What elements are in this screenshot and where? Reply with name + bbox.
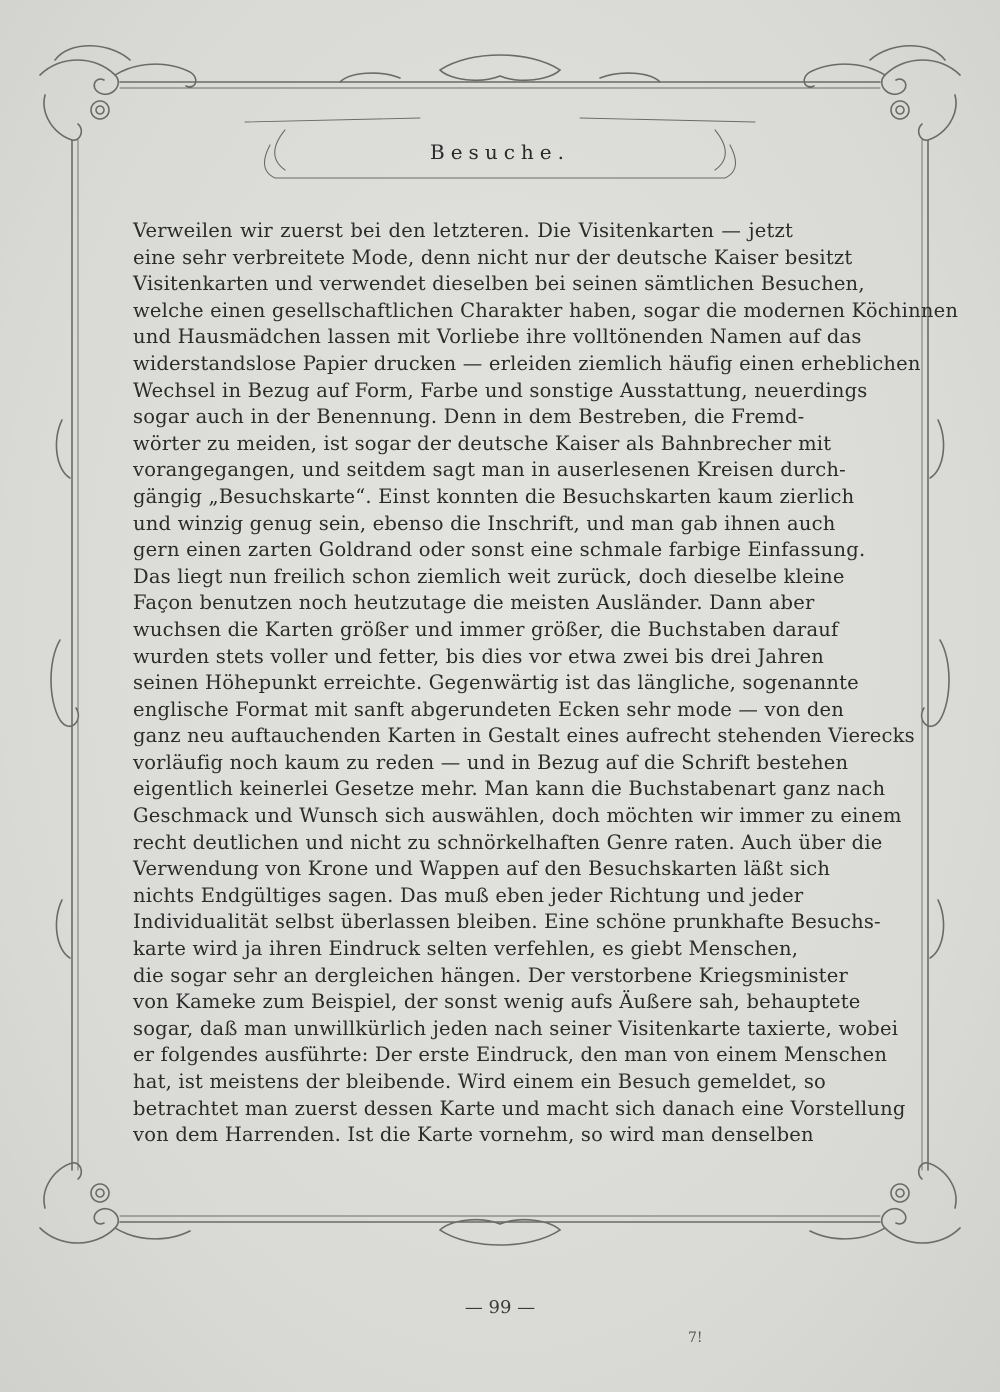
text-line: wuchsen die Karten größer und immer größer, die Buchstaben darauf xyxy=(133,617,839,641)
corner-mark: 7! xyxy=(688,1330,703,1346)
text-line: die sogar sehr an dergleichen hängen. Der verstorbene Kriegsminister xyxy=(133,963,848,987)
text-line: Das liegt nun freilich schon ziemlich weit zurück, doch dieselbe kleine xyxy=(133,564,845,588)
text-line: widerstandslose Papier drucken — erleiden ziemlich häufig einen erheblichen xyxy=(133,351,921,375)
text-line: Verwendung von Krone und Wappen auf den Besuchskarten läßt sich xyxy=(133,857,831,881)
text-line: und winzig genug sein, ebenso die Inschrift, und man gab ihnen auch xyxy=(133,511,836,535)
text-line: recht deutlichen und nicht zu schnörkelhaften Genre raten. Auch über die xyxy=(133,830,883,854)
text-line: gängig „Besuchskarte“. Einst konnten die Besuchskarten kaum zierlich xyxy=(133,484,855,508)
text-line: betrachtet man zuerst dessen Karte und macht sich danach eine Vorstellung xyxy=(133,1096,906,1120)
text-line: Geschmack und Wunsch sich auswählen, doch möchten wir immer zu einem xyxy=(133,804,902,828)
text-line: sogar, daß man unwillkürlich jeden nach seiner Visitenkarte taxierte, wobei xyxy=(133,1016,899,1040)
text-line: Verweilen wir zuerst bei den letzteren. Die Visitenkarten — jetzt xyxy=(133,219,793,242)
text-line: karte wird ja ihren Eindruck selten verfehlen, es giebt Menschen, xyxy=(133,937,799,961)
text-line: er folgendes ausführte: Der erste Eindruck, den man von einem Menschen xyxy=(133,1043,888,1067)
text-line: gern einen zarten Goldrand oder sonst eine schmale farbige Einfassung. xyxy=(133,538,866,562)
text-line: von Kameke zum Beispiel, der sonst wenig aufs Äußere sah, behauptete xyxy=(133,990,861,1014)
text-line: englische Format mit sanft abgerundeten Ecken sehr mode — von den xyxy=(133,697,845,721)
text-line: welche einen gesellschaftlichen Charakter haben, sogar die modernen Köchinnen xyxy=(133,298,959,322)
text-line: eigentlich keinerlei Gesetze mehr. Man kann die Buchstabenart ganz nach xyxy=(133,777,886,801)
text-line: nichts Endgültiges sagen. Das muß eben jeder Richtung und jeder xyxy=(133,883,804,907)
text-line: seinen Höhepunkt erreichte. Gegenwärtig ist das längliche, sogenannte xyxy=(133,671,859,695)
text-line: Individualität selbst überlassen bleiben. Eine schöne prunkhafte Besuchs- xyxy=(133,910,881,934)
text-line: sogar auch in der Benennung. Denn in dem Bestreben, die Fremd- xyxy=(133,405,805,429)
text-line: eine sehr verbreitete Mode, denn nicht nur der deutsche Kaiser besitzt xyxy=(133,245,853,269)
text-line: Visitenkarten und verwendet dieselben bei seinen sämtlichen Besuchen, xyxy=(133,272,865,296)
text-line: wurden stets voller und fetter, bis dies vor etwa zwei bis drei Jahren xyxy=(133,644,825,668)
text-line: vorangegangen, und seitdem sagt man in auserlesenen Kreisen durch- xyxy=(133,458,846,482)
body-text xyxy=(133,218,959,1149)
page-heading: Besuche. xyxy=(430,140,570,164)
text-line: von dem Harrenden. Ist die Karte vornehm, so wird man denselben xyxy=(133,1123,814,1147)
text-line: und Hausmädchen lassen mit Vorliebe ihre volltönenden Namen auf das xyxy=(133,325,862,349)
page-number: — 99 — xyxy=(464,1297,536,1318)
text-line: Façon benutzen noch heutzutage die meisten Ausländer. Dann aber xyxy=(133,591,815,615)
text-line: ganz neu auftauchenden Karten in Gestalt eines aufrecht stehenden Vierecks xyxy=(133,724,915,748)
text-line: wörter zu meiden, ist sogar der deutsche Kaiser als Bahnbrecher mit xyxy=(133,431,832,455)
text-line: hat, ist meistens der bleibende. Wird einem ein Besuch gemeldet, so xyxy=(133,1070,826,1093)
text-line: Wechsel in Bezug auf Form, Farbe und sonstige Ausstattung, neuerdings xyxy=(133,378,868,402)
text-line: vorläufig noch kaum zu reden — und in Bezug auf die Schrift bestehen xyxy=(133,750,849,774)
